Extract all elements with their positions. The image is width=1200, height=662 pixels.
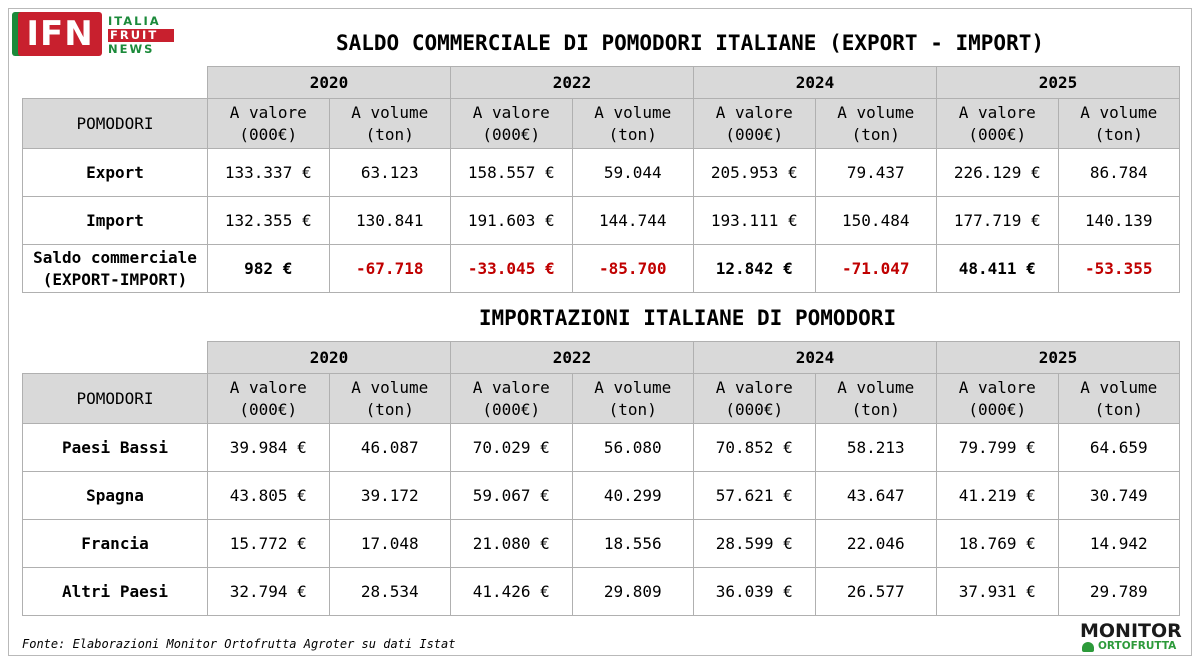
table-row-balance [23,245,1180,293]
volume-header-line1: A volume [837,377,915,397]
trade-balance-title: SALDO COMMERCIALE DI POMODORI ITALIANE (EXPORT - IMPORT) [335,31,1044,55]
volume-header-line1: A volume [351,102,429,122]
volume-column-header [815,374,937,424]
table-cell: 37.931 € [937,568,1059,616]
table-row-altri-paesi [23,568,1180,616]
table-cell: 15.772 € [208,520,330,568]
volume-column-header [329,374,451,424]
volume-header-line1: A volume [1080,377,1158,397]
table-cell: 39.172 [329,472,451,520]
volume-header-line1: A volume [594,377,672,397]
table-cell: 29.789 [1058,568,1180,616]
table-cell: 18.556 [572,520,694,568]
volume-header-line1: A volume [351,377,429,397]
table-cell: 46.087 [329,424,451,472]
ifn-logo [14,12,166,56]
volume-column-header [1058,374,1180,424]
value-header-line1: A valore [472,377,550,397]
year-header-row [23,342,1180,374]
year-header: 2020 [208,67,451,99]
value-header-line2: (000€) [725,124,784,144]
volume-header-line2: (ton) [608,399,657,419]
table-cell: 63.123 [329,149,451,197]
ifn-logo-fruit: FRUIT [108,29,174,42]
imports-table [22,341,1180,616]
table-row-import [23,197,1180,245]
value-column-header [208,374,330,424]
volume-header-line1: A volume [1080,102,1158,122]
balance-cell-negative: -33.045 € [451,245,573,293]
value-column-header [451,99,573,149]
volume-header-line2: (ton) [1094,124,1143,144]
table-cell: 41.426 € [451,568,573,616]
table-cell: 144.744 [572,197,694,245]
balance-cell: 12.842 € [694,245,816,293]
volume-header-line2: (ton) [851,399,900,419]
table-cell: 26.577 [815,568,937,616]
balance-cell: 982 € [208,245,330,293]
year-header: 2025 [937,67,1180,99]
column-header-row [23,374,1180,424]
row-header-label: POMODORI [23,374,208,424]
table-cell: 40.299 [572,472,694,520]
value-header-line2: (000€) [968,399,1027,419]
table-row-export [23,149,1180,197]
table-cell: 70.852 € [694,424,816,472]
table-cell: 158.557 € [451,149,573,197]
table-cell: 64.659 [1058,424,1180,472]
row-label: Export [23,149,208,197]
balance-cell-negative: -85.700 [572,245,694,293]
value-header-line1: A valore [958,102,1036,122]
volume-column-header [572,374,694,424]
value-column-header [937,374,1059,424]
table-cell: 43.647 [815,472,937,520]
table-cell: 59.067 € [451,472,573,520]
corner-cell [23,342,208,374]
value-header-line2: (000€) [239,124,298,144]
value-header-line2: (000€) [482,399,541,419]
corner-cell [23,67,208,99]
table-cell: 59.044 [572,149,694,197]
table-cell: 28.599 € [694,520,816,568]
ifn-logo-mark: IFN [18,12,102,56]
monitor-logo-line1: MONITOR [1080,620,1182,642]
value-column-header [694,99,816,149]
volume-header-line2: (ton) [365,399,414,419]
ifn-logo-italia: ITALIA [108,14,161,28]
table-row-spagna [23,472,1180,520]
table-cell: 205.953 € [694,149,816,197]
year-header: 2022 [451,67,694,99]
volume-header-line2: (ton) [1094,399,1143,419]
value-header-line1: A valore [715,377,793,397]
year-header: 2020 [208,342,451,374]
magnifier-icon [1082,642,1094,652]
value-header-line2: (000€) [239,399,298,419]
value-header-line2: (000€) [968,124,1027,144]
table-cell: 56.080 [572,424,694,472]
table-cell: 177.719 € [937,197,1059,245]
column-header-row [23,99,1180,149]
row-label: Import [23,197,208,245]
table-cell: 226.129 € [937,149,1059,197]
ifn-logo-news: NEWS [108,42,155,56]
year-header: 2024 [694,342,937,374]
table-row-francia [23,520,1180,568]
table-cell: 32.794 € [208,568,330,616]
volume-header-line2: (ton) [608,124,657,144]
year-header-row [23,67,1180,99]
trade-balance-table [22,66,1180,293]
year-header: 2025 [937,342,1180,374]
table-cell: 18.769 € [937,520,1059,568]
balance-cell-negative: -67.718 [329,245,451,293]
balance-cell-negative: -53.355 [1058,245,1180,293]
table-cell: 130.841 [329,197,451,245]
value-column-header [694,374,816,424]
row-header-label: POMODORI [23,99,208,149]
table-cell: 86.784 [1058,149,1180,197]
row-label-balance [23,245,208,293]
table-cell: 36.039 € [694,568,816,616]
monitor-logo-line2: ORTOFRUTTA [1098,640,1177,652]
table-cell: 191.603 € [451,197,573,245]
balance-label-line1: Saldo commerciale [33,247,197,267]
row-label: Spagna [23,472,208,520]
volume-header-line2: (ton) [365,124,414,144]
table-cell: 132.355 € [208,197,330,245]
table-cell: 79.437 [815,149,937,197]
volume-header-line1: A volume [837,102,915,122]
value-column-header [208,99,330,149]
row-label: Altri Paesi [23,568,208,616]
value-header-line2: (000€) [482,124,541,144]
table-cell: 39.984 € [208,424,330,472]
row-label: Francia [23,520,208,568]
value-column-header [451,374,573,424]
table-cell: 22.046 [815,520,937,568]
volume-header-line2: (ton) [851,124,900,144]
table-cell: 17.048 [329,520,451,568]
monitor-ortofrutta-logo [1080,620,1188,654]
table-cell: 70.029 € [451,424,573,472]
volume-column-header [572,99,694,149]
value-header-line1: A valore [715,102,793,122]
value-header-line2: (000€) [725,399,784,419]
row-label: Paesi Bassi [23,424,208,472]
value-header-line1: A valore [229,377,307,397]
value-column-header [937,99,1059,149]
table-cell: 21.080 € [451,520,573,568]
table-cell: 14.942 [1058,520,1180,568]
balance-label-line2: (EXPORT-IMPORT) [42,269,188,289]
table-cell: 57.621 € [694,472,816,520]
balance-cell-negative: -71.047 [815,245,937,293]
volume-column-header [1058,99,1180,149]
table-cell: 150.484 [815,197,937,245]
table-cell: 140.139 [1058,197,1180,245]
volume-column-header [329,99,451,149]
table-cell: 43.805 € [208,472,330,520]
table-cell: 28.534 [329,568,451,616]
table-row-paesi-bassi [23,424,1180,472]
table-cell: 41.219 € [937,472,1059,520]
volume-header-line1: A volume [594,102,672,122]
table-cell: 79.799 € [937,424,1059,472]
value-header-line1: A valore [472,102,550,122]
table-cell: 193.111 € [694,197,816,245]
table-cell: 58.213 [815,424,937,472]
imports-title: IMPORTAZIONI ITALIANE DI POMODORI [478,306,897,330]
volume-column-header [815,99,937,149]
table-cell: 30.749 [1058,472,1180,520]
table-cell: 133.337 € [208,149,330,197]
balance-cell: 48.411 € [937,245,1059,293]
year-header: 2024 [694,67,937,99]
year-header: 2022 [451,342,694,374]
value-header-line1: A valore [229,102,307,122]
source-note: Fonte: Elaborazioni Monitor Ortofrutta Agroter su dati Istat [22,637,456,651]
table-cell: 29.809 [572,568,694,616]
value-header-line1: A valore [958,377,1036,397]
